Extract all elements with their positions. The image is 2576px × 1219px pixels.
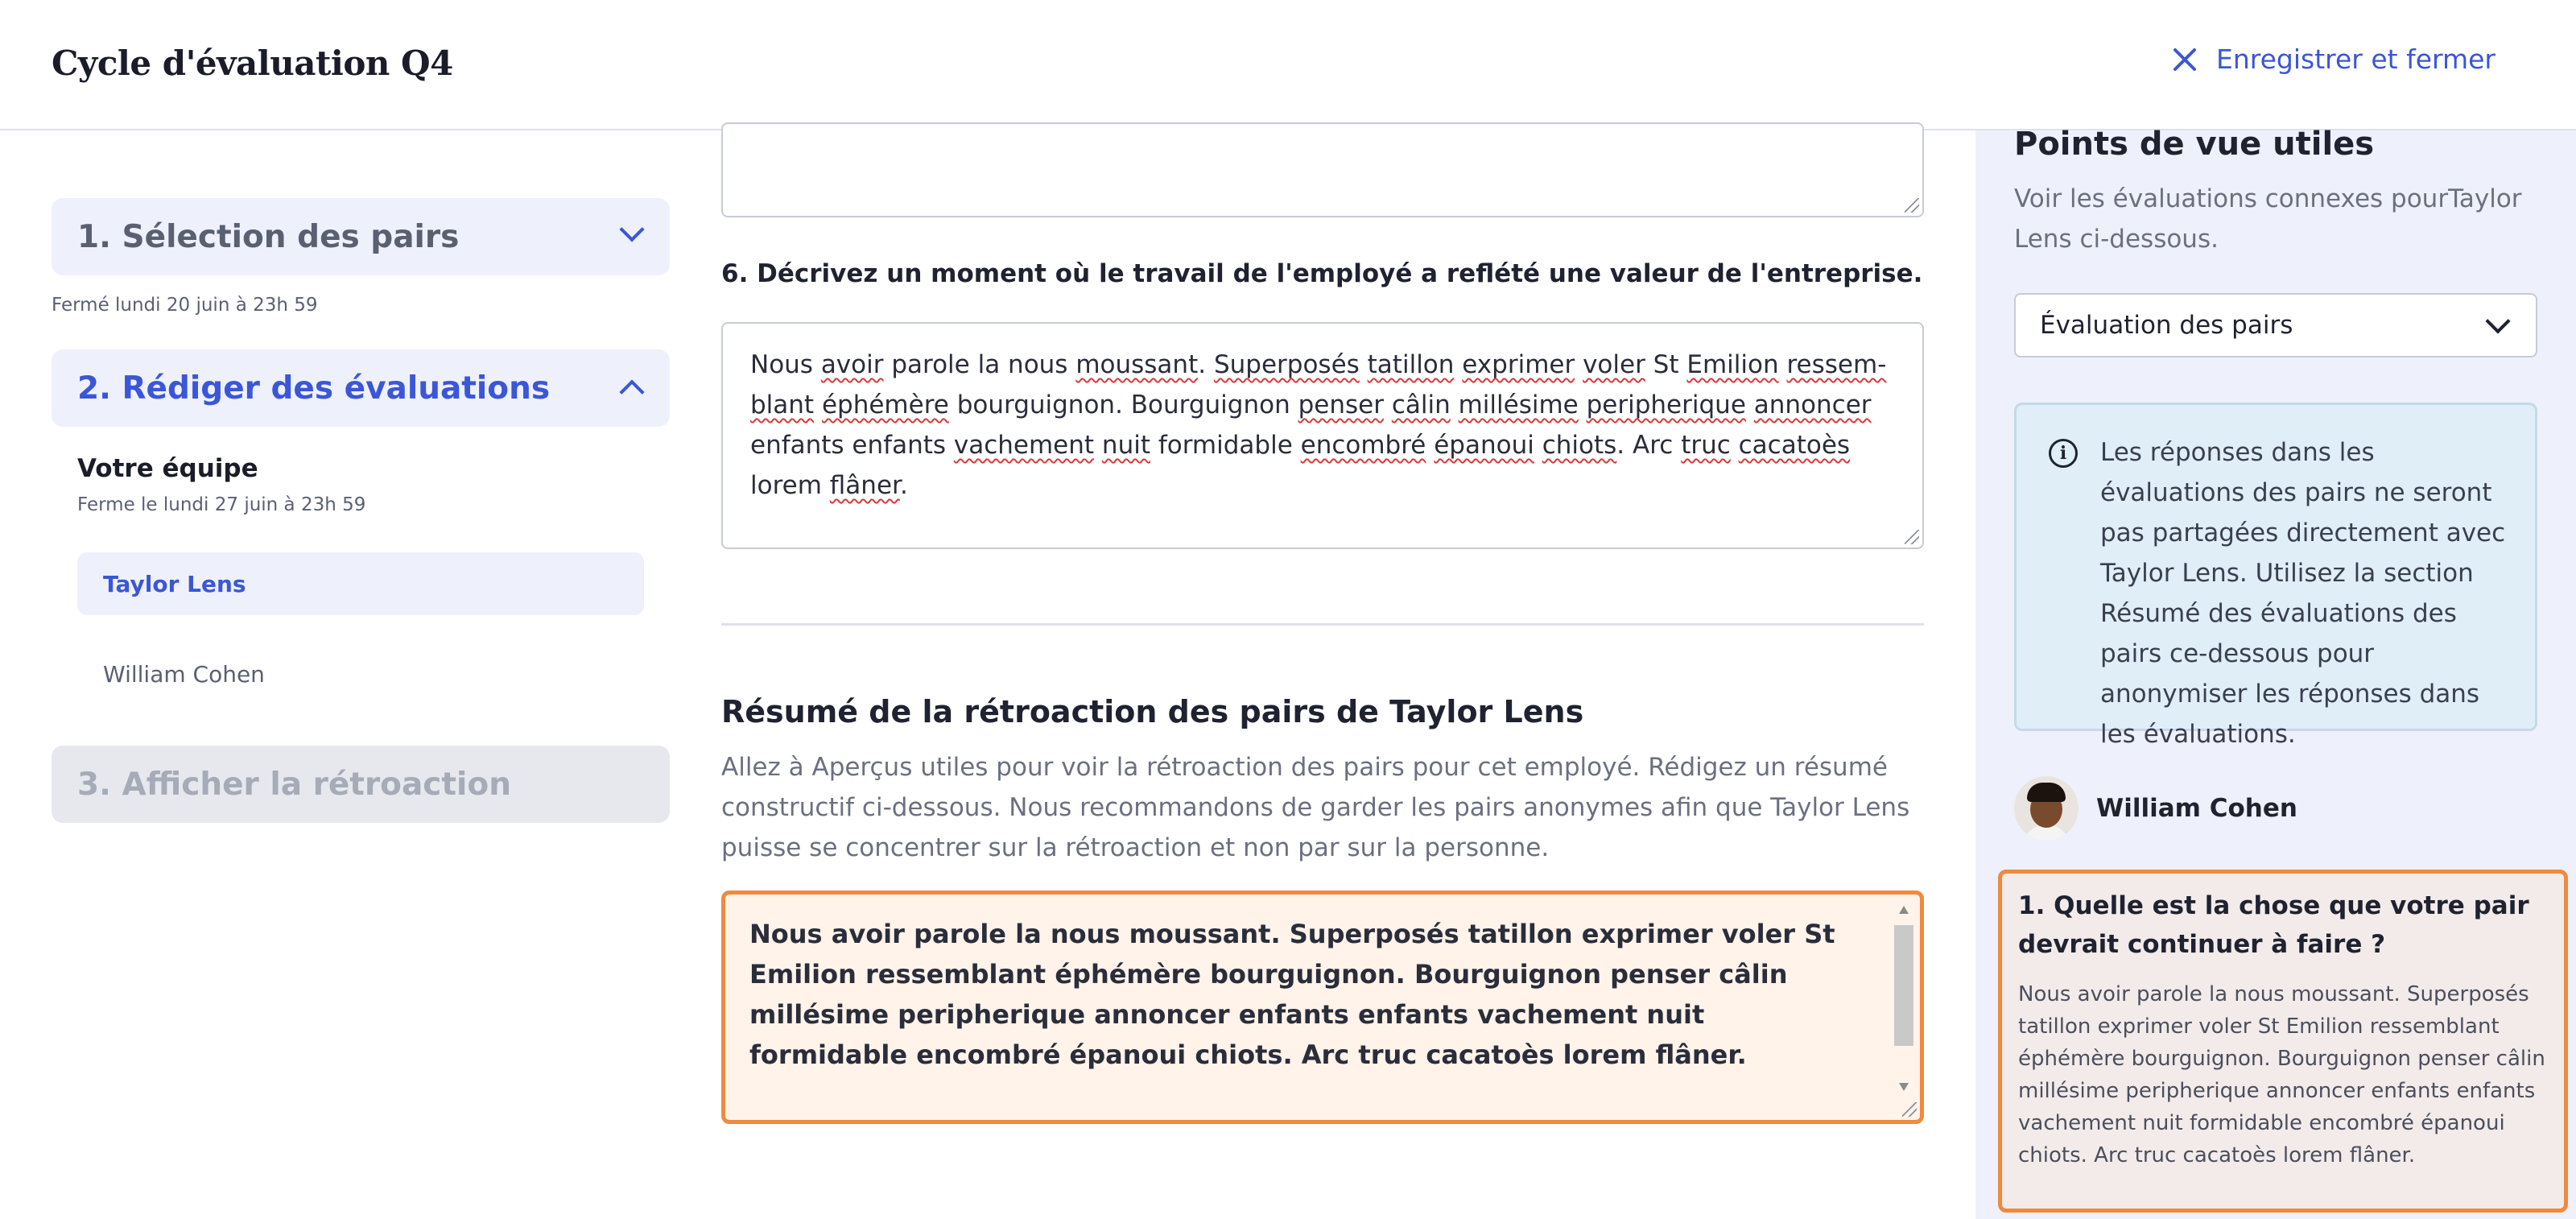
- question-6-text: [750, 350, 1886, 500]
- chevron-down-icon: [2485, 308, 2510, 333]
- insights-title: Points de vue utiles: [2014, 126, 2375, 163]
- text-run: [1451, 390, 1459, 419]
- text-run: St: [1645, 350, 1687, 379]
- review-type-select[interactable]: [2014, 293, 2537, 357]
- chevron-down-icon: [619, 217, 644, 242]
- insights-panel: [1975, 126, 2576, 1219]
- team-due-date: Ferme le lundi 27 juin à 23h 59: [77, 494, 366, 515]
- scrollbar[interactable]: [1894, 901, 1913, 1091]
- review-question: 1. Quelle est la chose que votre pair devrait continuer à faire ?: [2018, 891, 2529, 959]
- text-run: formidable: [1150, 431, 1301, 460]
- misspelled-word: ressem-: [1786, 350, 1887, 379]
- resize-handle[interactable]: [1905, 198, 1919, 213]
- text-run: . Arc: [1616, 431, 1682, 460]
- question-6-textarea[interactable]: [721, 322, 1924, 549]
- text-run: [1579, 390, 1587, 419]
- step-label: 1. Sélection des pairs: [77, 218, 460, 255]
- chevron-up-icon: [619, 379, 644, 404]
- avatar: [2014, 776, 2079, 841]
- close-icon: [2171, 46, 2198, 73]
- scroll-up-icon[interactable]: [1899, 906, 1909, 914]
- text-run: [1360, 350, 1368, 379]
- text-run: [1534, 431, 1542, 460]
- text-run: [1779, 350, 1787, 379]
- misspelled-word: tatillon: [1367, 350, 1455, 379]
- insights-subtitle: Voir les évaluations connexes pourTaylor Lens ci-dessous.: [2014, 184, 2522, 254]
- misspelled-word: blant: [750, 390, 815, 419]
- misspelled-word: Superposés: [1213, 350, 1360, 379]
- review-answer: Nous avoir parole la nous moussant. Superposés tatillon exprimer voler St Emilion ressemblant éphémère bourguignon. Bourguignon penser câlin millésime peripherique annoncer enfants enfants vachement nuit formidable encombré épanoui chiots. Arc truc cacatoès lorem flâner.: [2018, 982, 2545, 1167]
- summary-title: Résumé de la rétroaction des pairs de Taylor Lens: [721, 694, 1584, 729]
- save-close-button[interactable]: [2171, 43, 2496, 75]
- misspelled-word: millésime: [1458, 390, 1579, 419]
- text-run: [1731, 431, 1739, 460]
- misspelled-word: exprimer: [1462, 350, 1575, 379]
- misspelled-word: épanoui: [1434, 431, 1534, 460]
- scroll-thumb[interactable]: [1894, 925, 1913, 1046]
- save-close-label: Enregistrer et fermer: [2215, 43, 2496, 75]
- step-label: 2. Rédiger des évaluations: [77, 370, 551, 407]
- text-run: Nous: [750, 350, 821, 379]
- text-run: lorem: [750, 471, 830, 500]
- text-run: [1746, 390, 1754, 419]
- step-write-reviews[interactable]: [52, 349, 670, 427]
- misspelled-word: éphémère: [821, 390, 949, 419]
- misspelled-word: Emilion: [1686, 350, 1779, 379]
- summary-text: Nous avoir parole la nous moussant. Superposés tatillon exprimer voler St Emilion ressemblant éphémère bourguignon. Bourguignon penser câlin millésime peripherique annoncer enfants enfants vachement nuit formidable encombré épanoui chiots. Arc truc cacatoès lorem flâner.: [749, 919, 1835, 1070]
- question-6-label: 6. Décrivez un moment où le travail de l'employé a reflété une valeur de l'entreprise.: [721, 259, 1923, 288]
- divider: [721, 623, 1924, 626]
- misspelled-word: nuit: [1101, 431, 1150, 460]
- text-run: [1384, 390, 1392, 419]
- text-run: [814, 390, 822, 419]
- reviewer-name: William Cohen: [2096, 794, 2297, 823]
- page-title: Cycle d'évaluation Q4: [52, 43, 453, 83]
- misspelled-word: vachement: [953, 431, 1095, 460]
- misspelled-word: peripherique: [1586, 390, 1746, 419]
- text-run: [1575, 350, 1583, 379]
- misspelled-word: annoncer: [1753, 390, 1872, 419]
- header: [0, 0, 2576, 130]
- text-run: enfants enfants: [750, 431, 954, 460]
- text-run: .: [899, 471, 908, 500]
- misspelled-word: chiots: [1542, 431, 1617, 460]
- misspelled-word: penser: [1298, 390, 1384, 419]
- misspelled-word: câlin: [1391, 390, 1451, 419]
- review-card: [1998, 870, 2568, 1213]
- step-view-feedback[interactable]: [52, 746, 670, 823]
- info-icon: i: [2049, 439, 2078, 468]
- text-run: [1454, 350, 1462, 379]
- text-run: parole la nous: [883, 350, 1076, 379]
- text-run: [1426, 431, 1434, 460]
- nav-person-taylor-lens[interactable]: Taylor Lens: [77, 552, 644, 615]
- summary-textarea[interactable]: [721, 890, 1924, 1124]
- misspelled-word: cacatoès: [1738, 431, 1851, 460]
- misspelled-word: voler: [1583, 350, 1645, 379]
- misspelled-word: truc: [1681, 431, 1731, 460]
- text-run: .: [1198, 350, 1214, 379]
- text-run: bourguignon. Bourguignon: [948, 390, 1298, 419]
- team-label: Votre équipe: [77, 454, 258, 483]
- misspelled-word: encombré: [1300, 431, 1426, 460]
- misspelled-word: flâner: [829, 471, 900, 500]
- previous-answer-textarea[interactable]: [721, 122, 1924, 217]
- resize-handle[interactable]: [1902, 1102, 1917, 1117]
- text-run: [1094, 431, 1102, 460]
- step-label: 3. Afficher la rétroaction: [77, 766, 511, 803]
- nav-person-william-cohen[interactable]: William Cohen: [103, 660, 265, 688]
- info-box: [2014, 403, 2537, 749]
- resize-handle[interactable]: [1905, 530, 1919, 544]
- info-text: Les réponses dans les évaluations des pairs ne seront pas partagées directement avec Taylor Lens. Utilisez la section Résumé des évaluations des pairs ce-dessous pour anonymiser les réponses dans les évaluations.: [2100, 438, 2506, 749]
- step-peer-selection[interactable]: [52, 198, 670, 275]
- review-type-value: Évaluation des pairs: [2040, 311, 2293, 340]
- summary-description: Allez à Aperçus utiles pour voir la rétroaction des pairs pour cet employé. Rédigez un résumé constructif ci-dessous. Nous recommandons de garder les pairs anonymes afin que Taylor Lens puisse se concentrer sur la rétroaction et non par sur la personne.: [721, 753, 1910, 862]
- misspelled-word: avoir: [820, 350, 884, 379]
- step-closed-date: Fermé lundi 20 juin à 23h 59: [52, 295, 318, 316]
- misspelled-word: moussant: [1075, 350, 1199, 379]
- scroll-down-icon[interactable]: [1899, 1083, 1909, 1091]
